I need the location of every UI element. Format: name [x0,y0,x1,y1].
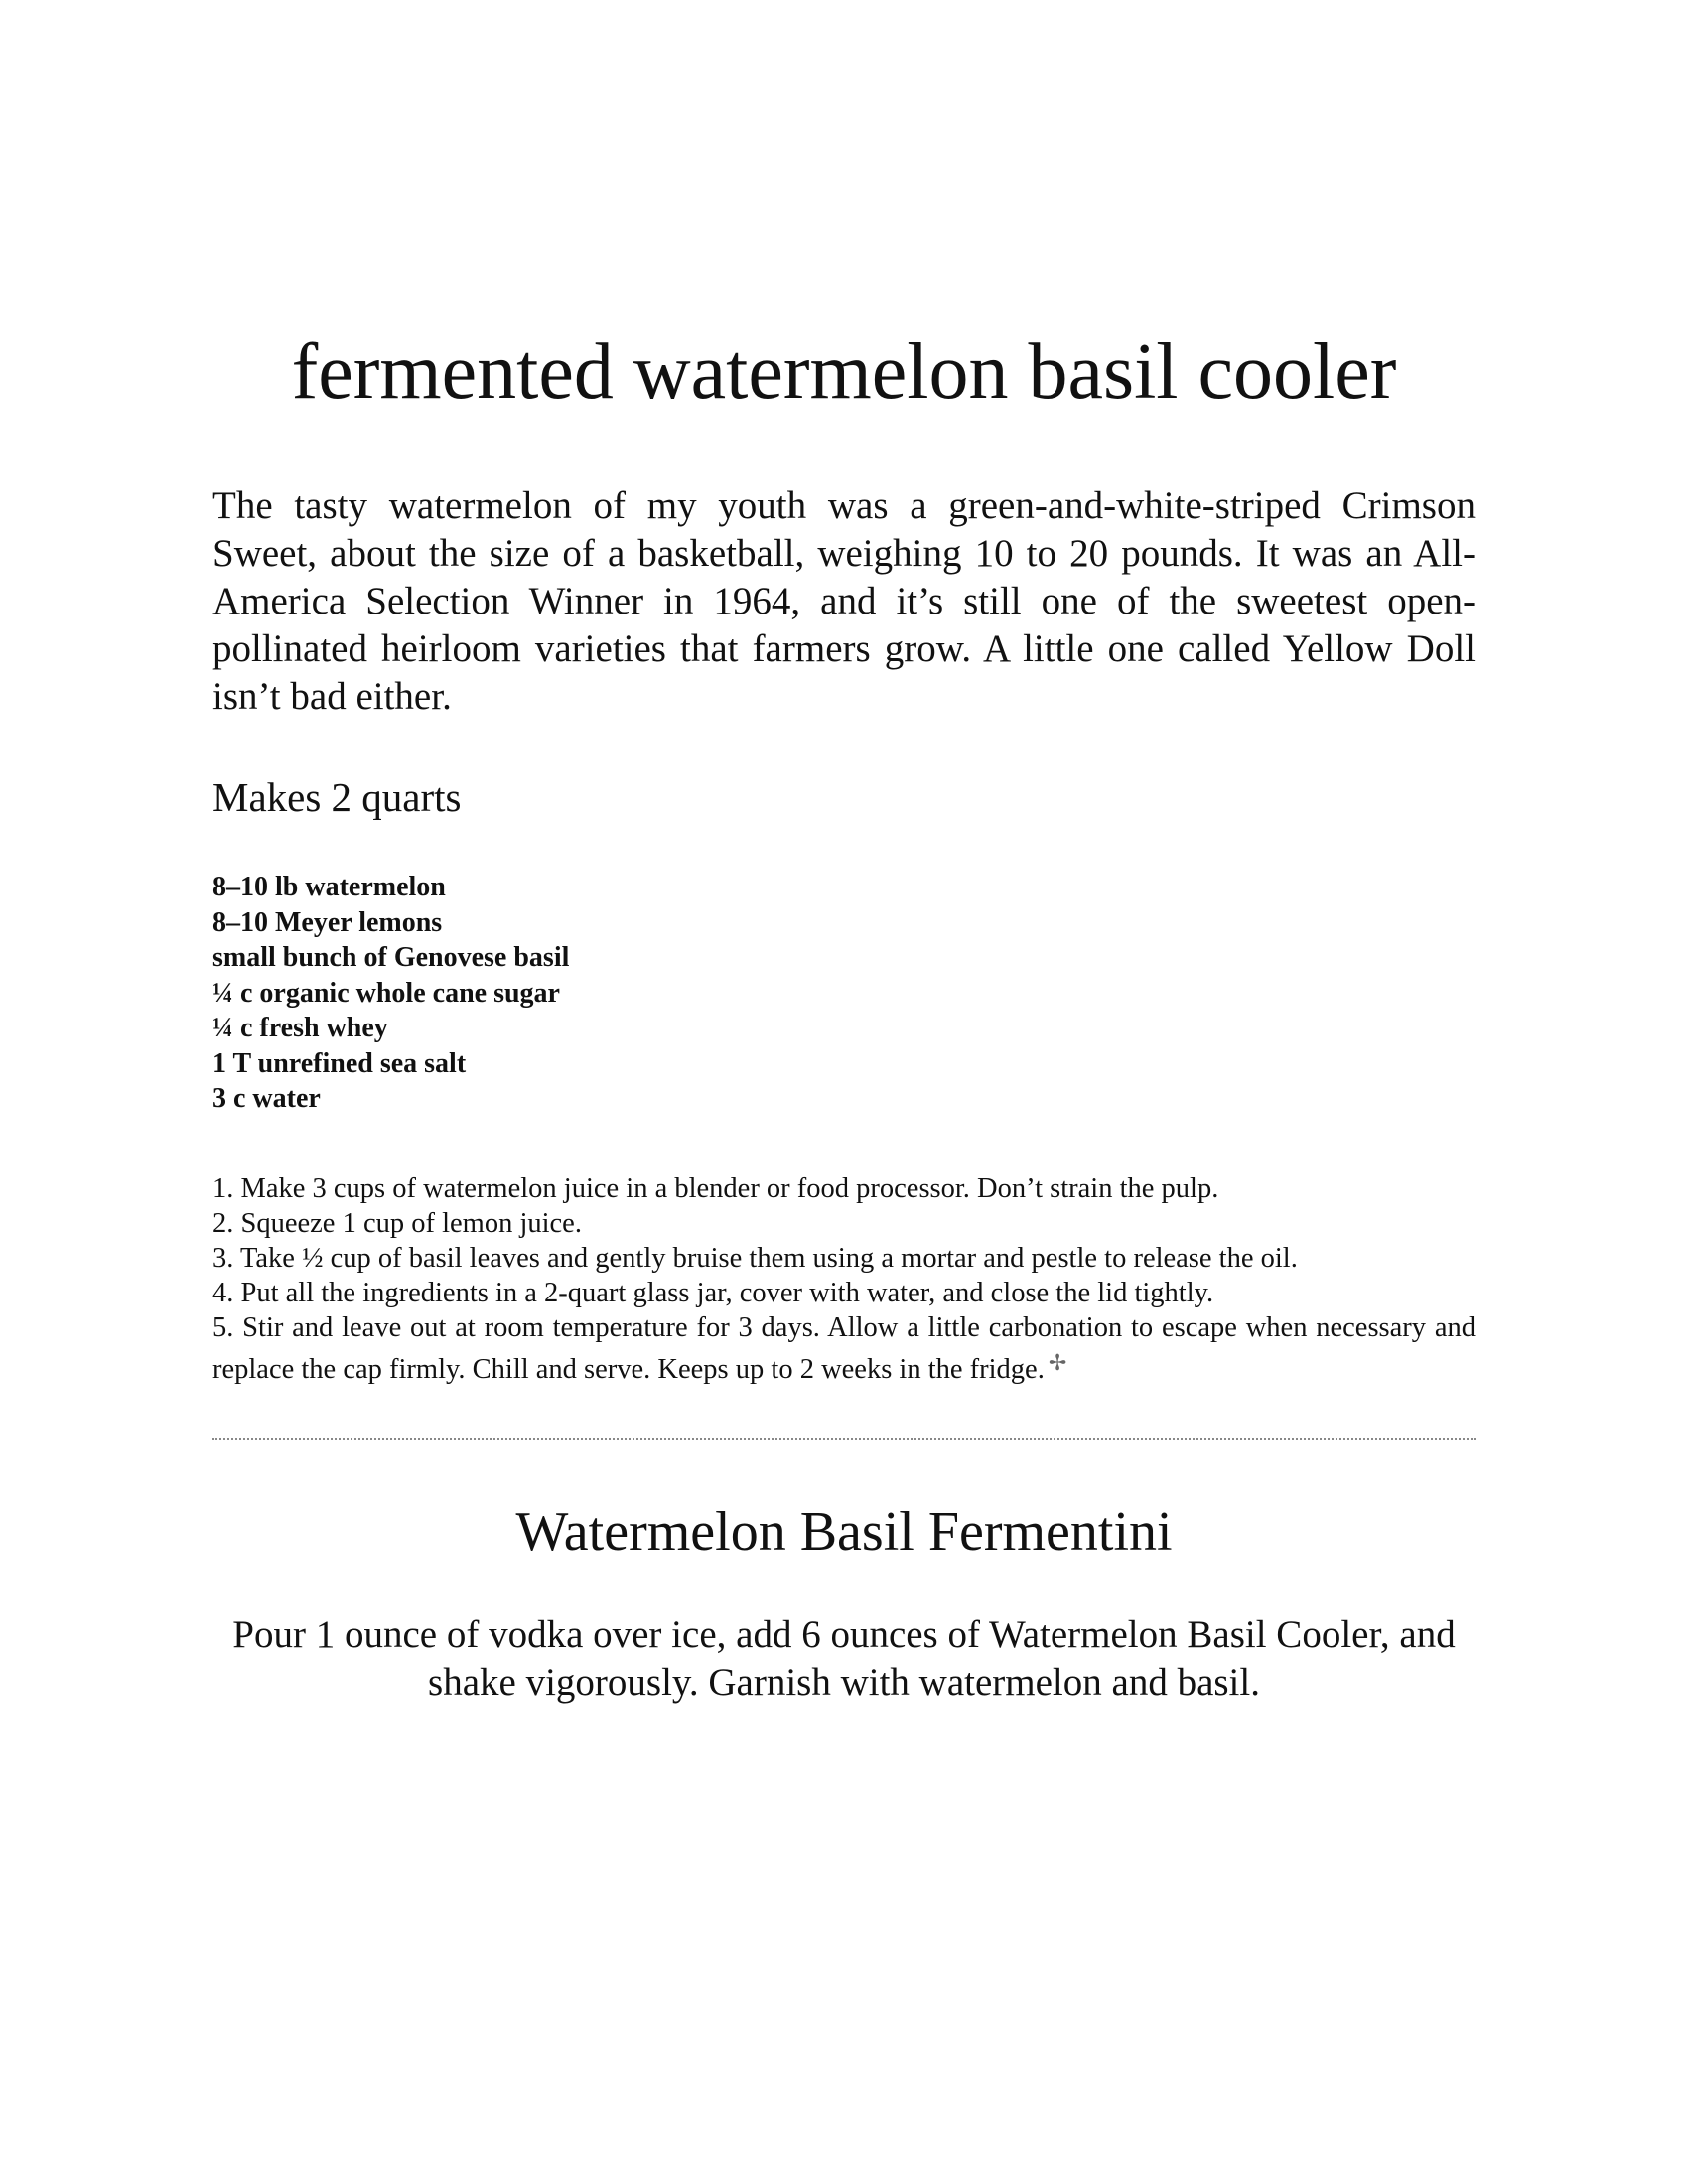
recipe-yield: Makes 2 quarts [212,774,462,820]
step-item: 2. Squeeze 1 cup of lemon juice. [212,1208,582,1239]
ingredient-item: 1 T unrefined sea salt [212,1047,467,1079]
step-item: 3. Take ½ cup of basil leaves and gently bruise them using a mortar and pestle to release the oil. [212,1243,1298,1274]
ingredient-item: 8–10 Meyer lemons [212,906,443,938]
ingredient-list [212,870,1476,1117]
step-item: 1. Make 3 cups of watermelon juice in a blender or food processor. Don’t strain the pulp. [212,1173,1219,1204]
recipe-title: fermented watermelon basil cooler [291,329,1397,416]
end-of-article-ornament-icon: ✢ [1048,1350,1067,1375]
variation-text: Pour 1 ounce of vodka over ice, add 6 ounces of Watermelon Basil Cooler, and shake vigorously. Garnish with watermelon and basil. [232,1613,1456,1704]
step-item: 4. Put all the ingredients in a 2-quart glass jar, cover with water, and close the lid tightly. [212,1278,1214,1308]
section-divider [212,1438,1476,1440]
ingredient-item: ¼ c fresh whey [212,1013,388,1043]
recipe-intro: The tasty watermelon of my youth was a green-and-white-striped Crimson Sweet, about the size of a basketball, weighing 10 to 20 pounds. It was an All-America Selection Winner in 1964, and it’s still one of the sweetest open-pollinated heirloom varieties that farmers grow. A little one called Yellow Doll isn’t bad either. [212,484,1476,718]
step-text: 5. Stir and leave out at room temperature for 3 days. Allow a little carbonation to escape when necessary and replace the cap firmly. Chill and serve. Keeps up to 2 weeks in the fridge. [212,1312,1476,1385]
ingredient-item: ¼ c organic whole cane sugar [212,977,560,1009]
ingredient-item: 3 c water [212,1083,321,1114]
variation-title: Watermelon Basil Fermentini [515,1501,1173,1563]
step-item-last [212,1310,1476,1387]
ingredient-item: small bunch of Genovese basil [212,942,570,973]
step-list [212,1171,1476,1387]
ingredient-item: 8–10 lb watermelon [212,872,446,902]
